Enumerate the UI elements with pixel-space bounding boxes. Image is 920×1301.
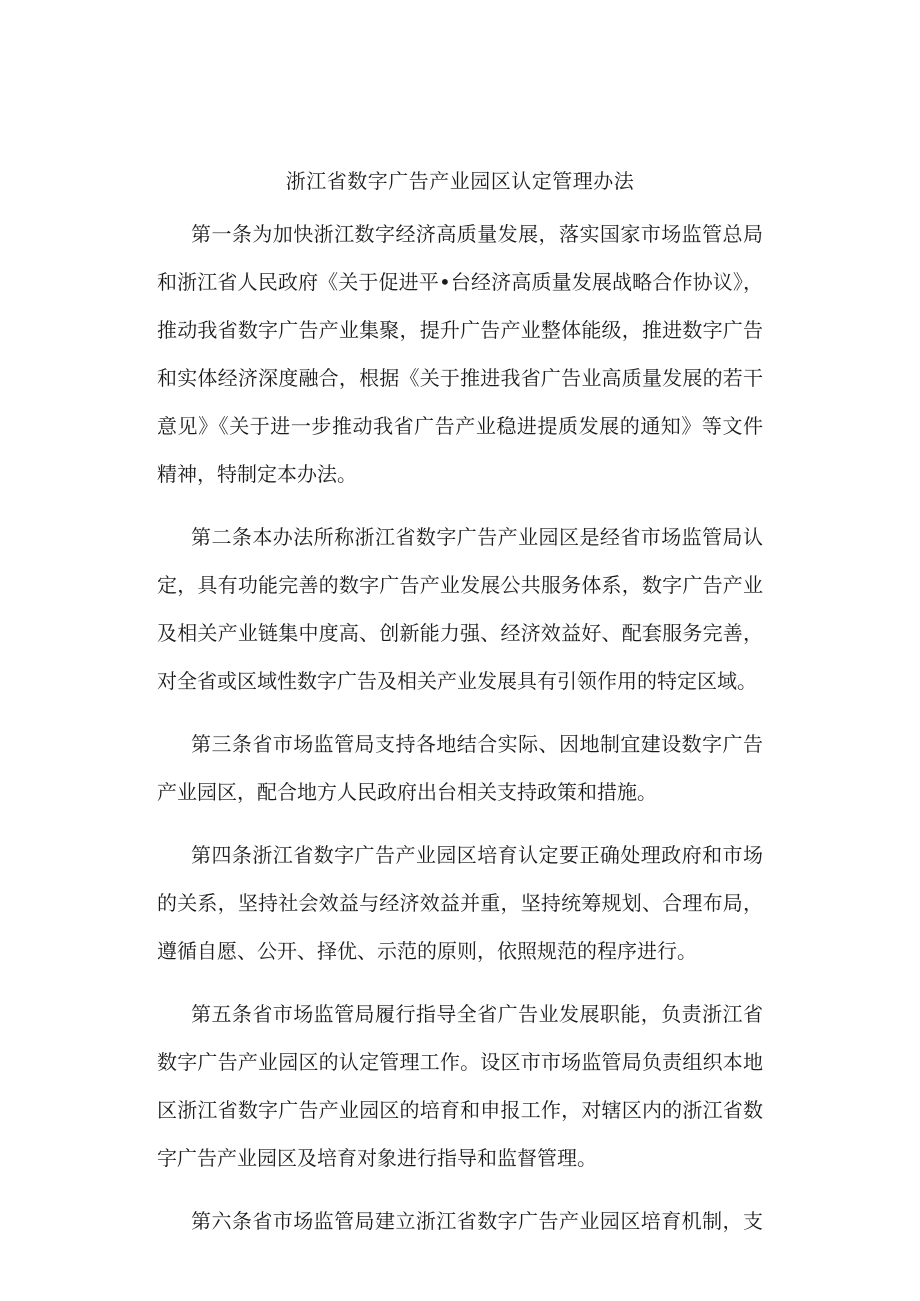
text-line: 精神，特制定本办法。	[157, 462, 357, 486]
article-3-paragraph	[157, 720, 763, 816]
text-line: 意见》《关于进一步推动我省广告产业稳进提质发展的通知》等文件	[157, 414, 763, 438]
text-line: 区浙江省数字广告产业园区的培育和申报工作，对辖区内的浙江省数	[157, 1098, 763, 1122]
text-line: 的关系，坚持社会效益与经济效益并重，坚持统筹规划、合理布局，	[157, 891, 763, 915]
text-line: 定，具有功能完善的数字广告产业发展公共服务体系，数字广告产业	[157, 573, 763, 597]
text-line: 及相关产业链集中度高、创新能力强、经济效益好、配套服务完善，	[157, 621, 763, 645]
text-line: 第四条浙江省数字广告产业园区培育认定要正确处理政府和市场	[191, 843, 763, 867]
article-6-paragraph	[157, 1197, 763, 1245]
text-line: 字广告产业园区及培育对象进行指导和监督管理。	[157, 1146, 597, 1170]
text-line: 遵循自愿、公开、择优、示范的原则，依照规范的程序进行。	[157, 939, 697, 963]
text-line: 第五条省市场监管局履行指导全省广告业发展职能，负责浙江省	[191, 1002, 763, 1026]
article-2-paragraph	[157, 513, 763, 705]
article-1-paragraph	[157, 210, 763, 498]
text-line: 数字广告产业园区的认定管理工作。设区市市场监管局负责组织本地	[157, 1050, 763, 1074]
text-line: 和浙江省人民政府《关于促进平•台经济高质量发展战略合作协议》，	[157, 270, 763, 294]
text-line: 对全省或区域性数字广告及相关产业发展具有引领作用的特定区域。	[157, 669, 757, 693]
text-line: 产业园区，配合地方人民政府出台相关支持政策和措施。	[157, 780, 657, 804]
article-4-paragraph	[157, 831, 763, 975]
document-body	[157, 210, 763, 1260]
document-title: 浙江省数字广告产业园区认定管理办法	[285, 169, 635, 193]
text-line: 和实体经济深度融合，根据《关于推进我省广告业高质量发展的若干	[157, 366, 763, 390]
text-line: 第二条本办法所称浙江省数字广告产业园区是经省市场监管局认	[191, 525, 763, 549]
text-line: 第三条省市场监管局支持各地结合实际、因地制宜建设数字广告	[191, 732, 763, 756]
text-line: 推动我省数字广告产业集聚，提升广告产业整体能级，推进数字广告	[157, 318, 763, 342]
text-line: 第六条省市场监管局建立浙江省数字广告产业园区培育机制，支	[191, 1209, 763, 1233]
text-line: 第一条为加快浙江数字经济高质量发展，落实国家市场监管总局	[191, 222, 763, 246]
article-5-paragraph	[157, 990, 763, 1182]
